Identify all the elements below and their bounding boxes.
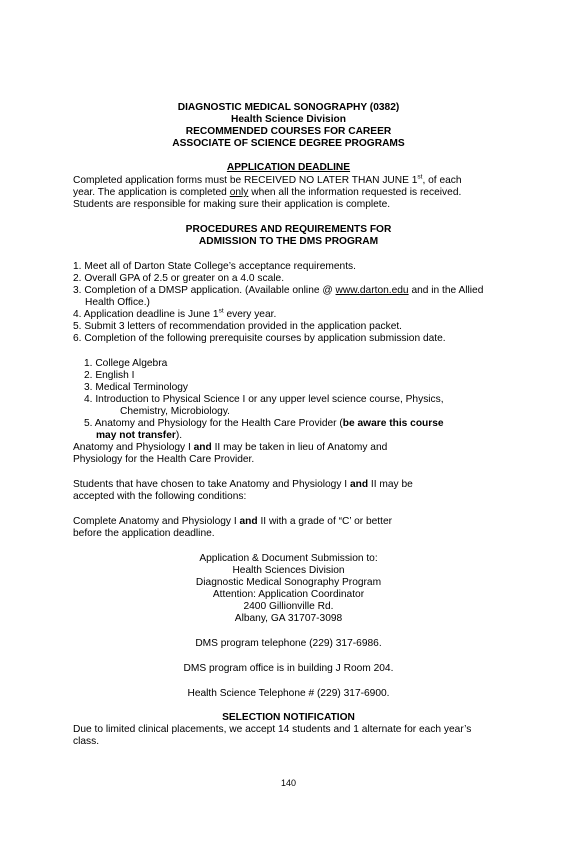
note-paragraph: Anatomy and Physiology I and II may be taken in lieu of Anatomy and: [73, 442, 388, 453]
requirement-item: 3. Completion of a DMSP application. (Available online @ www.darton.edu and in the Allied: [73, 285, 484, 296]
submission-address: 2400 Gillionville Rd.: [243, 601, 334, 612]
selection-text: Due to limited clinical placements, we accept 14 students and 1 alternate for each year’s: [73, 724, 472, 735]
deadline-heading: APPLICATION DEADLINE: [226, 162, 351, 173]
health-science-telephone: Health Science Telephone # (229) 317-6900.: [187, 688, 390, 699]
program-title: DIAGNOSTIC MEDICAL SONOGRAPHY (0382): [177, 102, 400, 113]
procedures-subheading: ADMISSION TO THE DMS PROGRAM: [198, 236, 379, 247]
note-paragraph: Physiology for the Health Care Provider.: [73, 454, 255, 465]
selection-heading: SELECTION NOTIFICATION: [222, 712, 355, 723]
dms-office: DMS program office is in building J Room 204.: [183, 663, 394, 674]
course-item-continued: Chemistry, Microbiology.: [120, 406, 231, 417]
division-name: Health Science Division: [231, 114, 346, 125]
darton-link[interactable]: www.darton.edu: [335, 285, 409, 296]
course-item: 1. College Algebra: [84, 358, 168, 369]
requirement-item: 2. Overall GPA of 2.5 or greater on a 4.0 scale.: [73, 273, 285, 284]
header-line-4: ASSOCIATE OF SCIENCE DEGREE PROGRAMS: [172, 138, 405, 149]
submission-address: Attention: Application Coordinator: [212, 589, 365, 600]
procedures-heading: PROCEDURES AND REQUIREMENTS FOR: [185, 224, 392, 235]
requirement-item: 5. Submit 3 letters of recommendation provided in the application packet.: [73, 321, 403, 332]
note-paragraph: Complete Anatomy and Physiology I and II with a grade of “C’ or better: [73, 516, 393, 527]
submission-address: Diagnostic Medical Sonography Program: [195, 577, 382, 588]
requirement-item: 6. Completion of the following prerequisite courses by application submission date.: [73, 333, 446, 344]
course-item: 5. Anatomy and Physiology for the Health Care Provider (be aware this course: [84, 418, 444, 429]
header-line-3: RECOMMENDED COURSES FOR CAREER: [185, 126, 392, 137]
course-item: 2. English I: [84, 370, 135, 381]
selection-text: class.: [73, 736, 100, 747]
note-paragraph: before the application deadline.: [73, 528, 215, 539]
deadline-line-3: Students are responsible for making sure their application is complete.: [73, 199, 391, 210]
requirement-item: 1. Meet all of Darton State College’s acceptance requirements.: [73, 261, 356, 272]
deadline-line-1: Completed application forms must be RECEIVED NO LATER THAN JUNE 1st, of each: [73, 173, 462, 186]
course-item-continued: may not transfer).: [96, 430, 183, 441]
dms-telephone: DMS program telephone (229) 317-6986.: [195, 638, 382, 649]
page-number: 140: [280, 778, 297, 788]
deadline-line-2: year. The application is completed only when all the information requested is received.: [73, 187, 462, 198]
submission-address: Application & Document Submission to:: [199, 553, 378, 564]
note-paragraph: Students that have chosen to take Anatomy and Physiology I and II may be: [73, 479, 413, 490]
course-item: 3. Medical Terminology: [84, 382, 188, 393]
note-paragraph: accepted with the following conditions:: [73, 491, 247, 502]
submission-address: Health Sciences Division: [232, 565, 345, 576]
requirement-item-continued: Health Office.): [85, 297, 150, 308]
submission-address: Albany, GA 31707-3098: [234, 613, 343, 624]
requirement-item: 4. Application deadline is June 1st every year.: [73, 307, 277, 320]
course-item: 4. Introduction to Physical Science I or any upper level science course, Physics,: [84, 394, 444, 405]
